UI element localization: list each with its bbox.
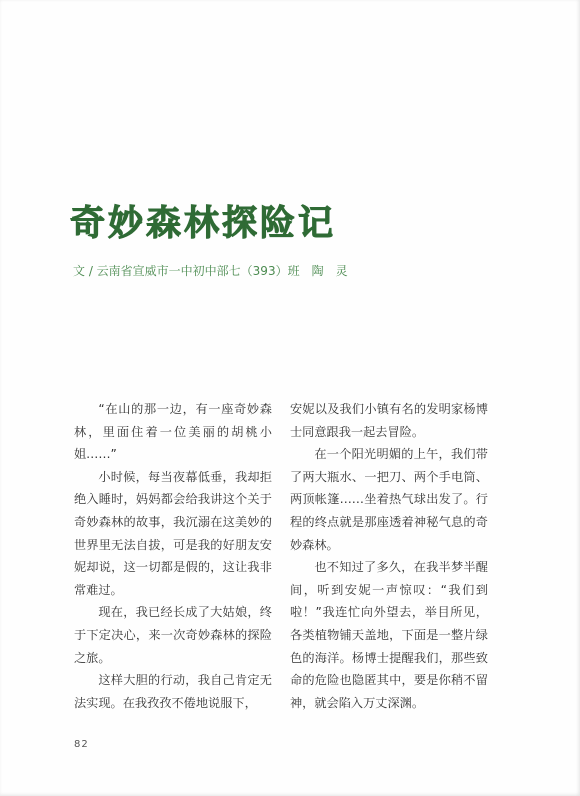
paragraph: 在一个阳光明媚的上午，我们带了两大瓶水、一把刀、两个手电筒、两顶帐篷……坐着热气球出发了。行程的终点就是那座透着神秘气息的奇妙森林。: [290, 447, 488, 552]
paragraph-continuation: 安妮以及我们小镇有名的发明家杨博士同意跟我一起去冒险。: [290, 402, 488, 439]
article-byline: 文 / 云南省宣威市一中初中部七（393）班 陶 灵: [73, 264, 348, 278]
right-column: [290, 398, 488, 714]
paragraph: 这样大胆的行动，我自己肯定无法实现。在我孜孜不倦地说服下，: [74, 673, 272, 710]
paragraph: 也不知过了多久，在我半梦半醒间，听到安妮一声惊叹：“我们到啦！”我连忙向外望去，举目所见，各类植物铺天盖地，下面是一整片绿色的海洋。杨博士提醒我们，那些致命的危险也隐匿其中，要是你稍不留神，就会陷入万丈深渊。: [290, 560, 488, 710]
paragraph: “在山的那一边，有一座奇妙森林，里面住着一位美丽的胡桃小姐……”: [74, 402, 272, 462]
page-number: 82: [74, 739, 89, 750]
left-column: [74, 398, 272, 714]
paragraph: 小时候，每当夜幕低垂，我却拒绝入睡时，妈妈都会给我讲这个关于奇妙森林的故事，我沉溺在这美妙的世界里无法自拔，可是我的好朋友安妮却说，这一切都是假的，这让我非常难过。: [74, 469, 272, 597]
paragraph: 现在，我已经长成了大姑娘，终于下定决心，来一次奇妙森林的探险之旅。: [74, 605, 272, 665]
article-title: 奇妙森林探险记: [70, 204, 337, 244]
